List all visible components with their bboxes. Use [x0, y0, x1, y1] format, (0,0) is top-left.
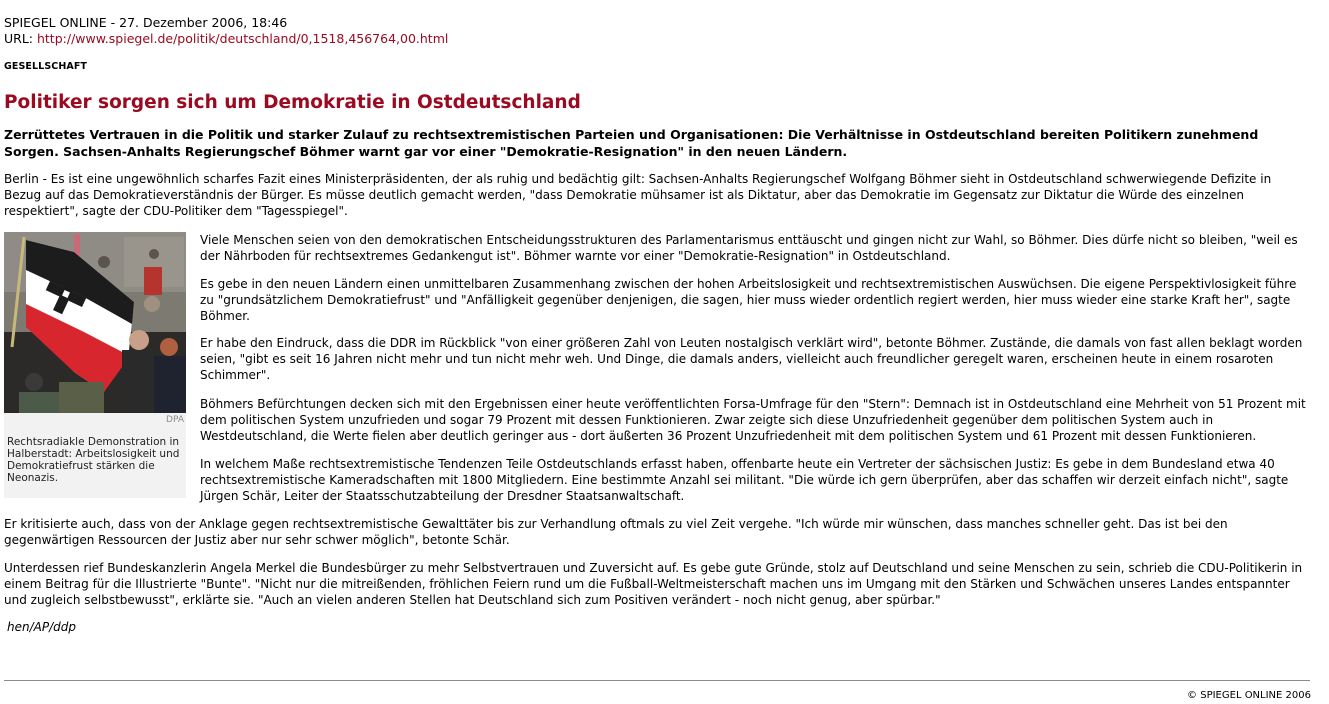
- article-paragraph: Unterdessen rief Bundeskanzlerin Angela Merkel die Bundesbürger zu mehr Selbstvertrauen und Zuversicht auf. Es gebe gute Gründe, stolz auf Deutschland und seine Menschen zu sein, schrieb die CDU-Politikerin in einem Beitrag für die Illustrierte "Bunte". "Nicht nur die mitreißenden, fröhlichen Feiern rund um die Fußball-Weltmeisterschaft machen uns im Umgang mit den Stärken und Schwächen unseres Landes entspannter und zugleich selbstbewusst", erklärte sie. "Auch an vielen anderen Stellen hat Deutschland sich zum Positiven verändert - noch nicht genug, aber spürbar.": [4, 561, 1303, 607]
- source-dateline: SPIEGEL ONLINE - 27. Dezember 2006, 18:46: [4, 15, 288, 30]
- article-url-link[interactable]: http://www.spiegel.de/politik/deutschland/0,1518,456764,00.html: [36, 31, 449, 46]
- section-label: GESELLSCHAFT: [4, 61, 88, 72]
- article-meta: [4, 15, 448, 47]
- photo-caption: Rechtsradiakle Demonstration in Halberstadt: Arbeitslosigkeit und Demokratiefrust stärken die Neonazis.: [7, 436, 180, 484]
- article-paragraph: Es gebe in den neuen Ländern einen unmittelbaren Zusammenhang zwischen der hohen Arbeitslosigkeit und rechtsextremistischen Auswüchsen. Die eigene Perspektivlosigkeit führe zu "grundsätzlichem Demokratiefrust" und "Anfälligkeit gegenüber denjenigen, die sagen, hier muss wieder ordentlich regiert werden, hier muss wieder eine starke Kraft her", sagte Böhmer.: [200, 277, 1297, 323]
- author-signature: hen/AP/ddp: [7, 620, 76, 634]
- article-paragraph: Viele Menschen seien von den demokratischen Entscheidungsstrukturen des Parlamentarismus enttäuscht und gingen nicht zur Wahl, so Böhmer. Dies dürfe nicht so bleiben, "weil es der Nährboden für rechtsextremes Gedankengut ist". Böhmer warnte vor einer "Demokratie-Resignation" in Ostdeutschland.: [200, 233, 1298, 263]
- article-headline: Politiker sorgen sich um Demokratie in Ostdeutschland: [4, 92, 581, 113]
- photo-credit: DPA: [166, 415, 184, 425]
- flag-photo-icon: [4, 232, 186, 413]
- url-line: [4, 31, 448, 47]
- footer-divider: [4, 680, 1310, 681]
- article-intro: Zerrüttetes Vertrauen in die Politik und starker Zulauf zu rechtsextremistischen Parteien und Organisationen: Die Verhältnisse in Ostdeutschland bereiten Politikern zunehmend Sorgen. Sachsen-Anhalts Regierungschef Böhmer warnt gar vor einer "Demokratie-Resignation" in den neuen Ländern.: [4, 127, 1259, 159]
- article-paragraph: In welchem Maße rechtsextremistische Tendenzen Teile Ostdeutschlands erfasst haben, offenbarte heute ein Vertreter der sächsischen Justiz: Es gebe in dem Bundesland etwa 40 rechtsextremistische Kameradschaften mit 1800 Mitgliedern. Eine bestimmte Anzahl sei militant. "Die würde ich gern überprüfen, aber das schaffen wir derzeit einfach nicht", sagte Jürgen Schär, Leiter der Staatsschutzabteilung der Dresdner Staatsanwaltschaft.: [200, 457, 1289, 503]
- article-paragraph: Berlin - Es ist eine ungewöhnlich scharfes Fazit eines Ministerpräsidenten, der als ruhig und bedächtig gilt: Sachsen-Anhalts Regierungschef Wolfgang Böhmer sieht in Ostdeutschland schwerwiegende Defizite in Bezug auf das Demokratieverständnis der Bürger. Es müsse deutlich gemacht werden, "dass Demokratie mühsamer ist als Diktatur, aber das Demokratie im Gegensatz zur Diktatur die Würde des einzelnen respektiert", sagte der CDU-Politiker dem "Tagesspiegel".: [4, 172, 1272, 218]
- article-paragraph: Er habe den Eindruck, dass die DDR im Rückblick "von einer größeren Zahl von Leuten nostalgisch verklärt wird", betonte Böhmer. Zustände, die damals von fast allen beklagt worden seien, "gibt es seit 16 Jahren nicht mehr und tun nicht mehr weh. Und Dinge, die damals anders, vielleicht auch freundlicher geregelt waren, erscheinen heute in einem rosaroten Schimmer".: [200, 336, 1303, 382]
- url-label: URL:: [4, 31, 37, 46]
- copyright-notice: © SPIEGEL ONLINE 2006: [1187, 690, 1311, 701]
- article-paragraph: Er kritisierte auch, dass von der Anklage gegen rechtsextremistische Gewalttäter bis zur Verhandlung oftmals zu viel Zeit vergehe. "Ich würde mir wünschen, dass manches schneller geht. Das ist bei den gegenwärtigen Ressourcen der Justiz aber nur sehr schwer möglich", betonte Schär.: [4, 517, 1228, 547]
- demonstration-photo: [4, 232, 186, 413]
- article-figure: [4, 232, 186, 498]
- article-paragraph: Böhmers Befürchtungen decken sich mit den Ergebnissen einer heute veröffentlichten Forsa-Umfrage für den "Stern": Demnach ist in Ostdeutschland eine Mehrheit von 51 Prozent mit dem politischen System unzufrieden und sogar 79 Prozent mit dessen Funktionieren. Zwar zeigte sich diese Unzufriedenheit gegenüber dem politischen System auch in Westdeutschland, die Werte fielen aber deutlich geringer aus - dort äußerten 36 Prozent Unzufriedenheit mit dem politischen System und 61 Prozent mit dessen Funktionieren.: [200, 397, 1306, 443]
